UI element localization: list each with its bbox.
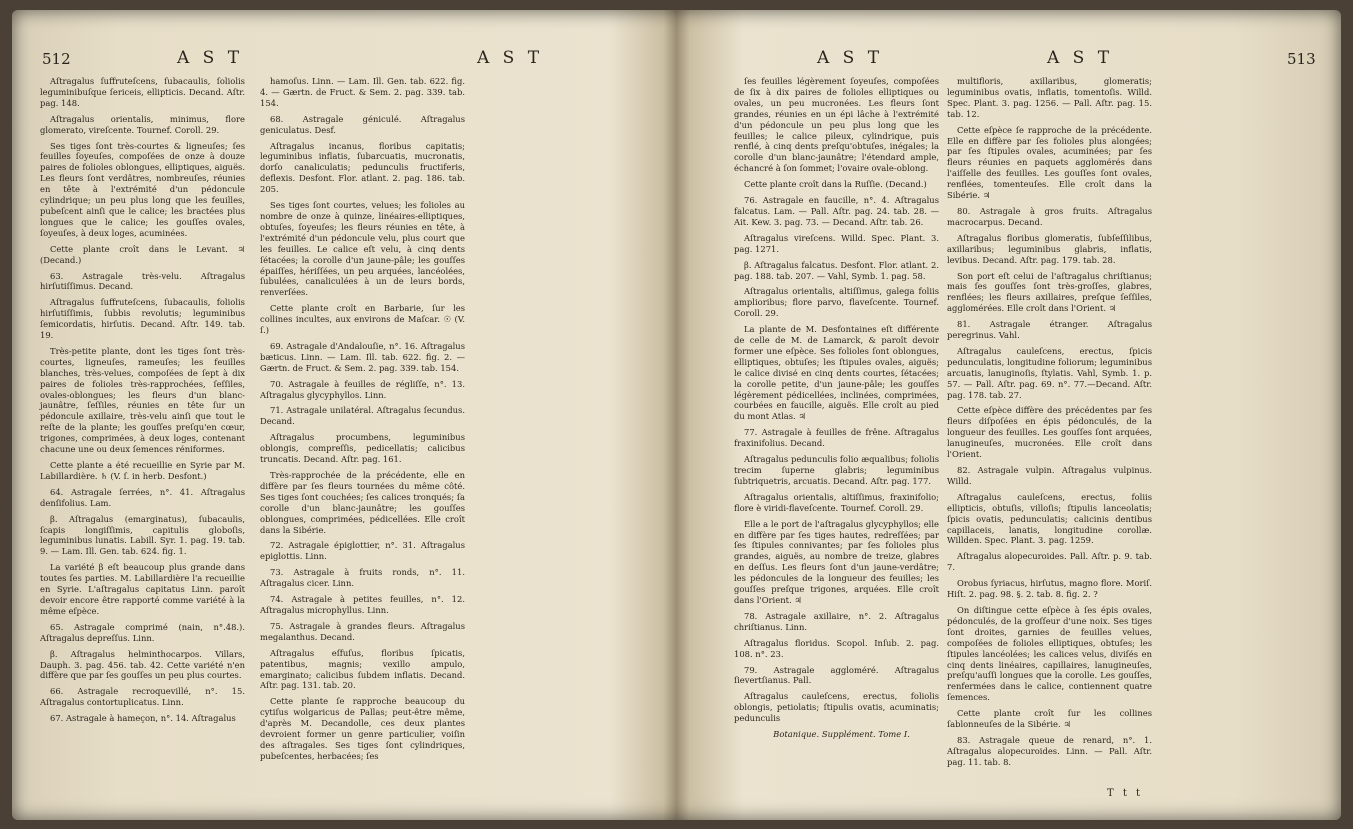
- paragraph: La plante de M. Desfontaines eſt différente de celle de M. de Lamarck, & paroît devoir former une eſpèce. Ses folioles ſont oblongues, elliptiques, obtuſes; les ſtipules ovales, aiguës; le calice divisé en cinq dents courtes, ſétacées; la corolle petite, d'un jaune-pâle; les gouſſes légèrement pédicellées, inclinées, comprimées, courbées en faucille, aiguës. Elle croît au pied du mont Atlas. ♃: [734, 324, 939, 422]
- paragraph: Cette plante croît en Barbarie, ſur les collines incultes, aux environs de Maſcar. ☉ (V. ſ.): [260, 303, 465, 336]
- entry-heading: 76. Astragale en faucille, n°. 4. Aſtragalus falcatus. Lam. — Pall. Aſtr. pag. 24. tab. 28. — Ait. Kew. 3. pag. 73. — Decand. Aſtr. tab. 26.: [734, 195, 939, 227]
- paragraph: Très-rapprochée de la précédente, elle en diffère par ſes fleurs tournées du même côté. Ses tiges ſont couchées; ſes calices tronqués; ſa corolle d'un blanc-jaunâtre; les gouſſes oblongues, comprimées, pédicellées. Elle croît dans la Sibérie.: [260, 470, 465, 535]
- paragraph: Aſtragalus floribus glomeratis, ſubſeſſilibus, axillaribus; leguminibus glabris, inflatis, levibus. Decand. Aſtr. pag. 179. tab. 28.: [947, 232, 1152, 265]
- page-number: 512: [42, 50, 71, 68]
- paragraph: Cette plante croît dans le Levant. ♃ (Decand.): [40, 243, 245, 265]
- entry-heading: 69. Astragale d'Andalouſie, n°. 16. Aſtragalus bæticus. Linn. — Lam. Ill. tab. 622. fig. 2. — Gærtn. de Fruct. & Sem. 2. pag. 339. tab. 154.: [260, 340, 465, 373]
- running-head: A S T: [177, 48, 244, 68]
- running-head: A S T: [817, 48, 884, 68]
- entry-heading: 66. Astragale recroquevillé, n°. 15. Aſtragalus contortuplicatus. Linn.: [40, 686, 245, 708]
- paragraph: Cette eſpèce ſe rapproche de la précédente. Elle en diffère par ſes folioles plus alongées; par ſes ſtipules ovales, acuminées; par ſes fleurs réunies en paquets agglomérés dans l'aiſſelle des feuilles. Les gouſſes ſont ovales, renflées, tomenteuſes. Elle croît dans la Sibérie. ♃: [947, 124, 1152, 201]
- entry-heading: 81. Astragale étranger. Aſtragalus peregrinus. Vahl.: [947, 319, 1152, 341]
- paragraph: Aſtragalus orientalis, altiſſimus, galega foliis amplioribus; flore parvo, flaveſcente. Tournef. Coroll. 29.: [734, 286, 939, 319]
- entry-heading: 67. Astragale à hameçon, n°. 14. Aſtragalus: [50, 713, 236, 724]
- paragraph: ſes feuilles légèrement ſoyeuſes, compoſées de ſix à dix paires de folioles elliptiques ou ovales, un peu mucronées. Les fleurs ſont grandes, réunies en un épi lâche à l'extrémité d'un pédoncule un peu plus long que les feuilles; le calice pileux, cylindrique, puis renflé, à cinq dents preſqu'obtuſes, inégales; la corolle d'un blanc-jaunâtre; l'étendard ample, échancré à ſon ſommet; l'ovaire ovale-oblong.: [734, 76, 939, 174]
- text-column-left-2: [260, 76, 465, 767]
- paragraph: β. Aſtragalus helminthocarpos. Villars, Dauph. 3. pag. 456. tab. 42. Cette variété n'en diffère que par ſes gouſſes un peu plus courtes.: [40, 648, 245, 681]
- signature-mark: T t t: [1107, 788, 1144, 799]
- entry-heading: 73. Astragale à fruits ronds, n°. 11. Aſtragalus cicer. Linn.: [260, 567, 465, 589]
- paragraph: Son port eſt celui de l'aſtragalus chriſtianus; mais ſes gouſſes ſont très-groſſes, glabres, renflées; les fleurs axillaires, preſque ſeſſiles, agglomérées. Elle croît dans l'Orient. ♃: [947, 270, 1152, 314]
- paragraph: Aſtragalus pedunculis folio æqualibus; foliolis trecim ſuperne glabris; leguminibus ſubtriquetris, arcuatis. Decand. Aſtr. pag. 177.: [734, 454, 939, 486]
- page-footer: Botanique. Supplément. Tome I.: [773, 729, 910, 740]
- text-column-left-1: [40, 76, 245, 729]
- entry-heading: 78. Astragale axillaire, n°. 2. Aſtragalus chriſtianus. Linn.: [734, 610, 939, 632]
- text-column-right-2: [947, 76, 1152, 773]
- paragraph: Cette plante croît ſur les collines ſablonneuſes de la Sibérie. ♃: [947, 708, 1152, 730]
- paragraph: Ses tiges ſont très-courtes & ligneuſes; ſes feuilles ſoyeuſes, compoſées de onze à douze paires de folioles oblongues, elliptiques, aiguës. Les fleurs ſont verdâtres, nombreuſes, réunies en tête à l'extrémité d'un pédoncule cylindrique; un peu plus long que les feuilles, pubeſcent ainſi que le calice; les bractées plus longues que le calice; les gouſſes ovales, ſoyeuſes, à deux loges, acuminées.: [40, 140, 245, 238]
- paragraph: multifloris, axillaribus, glomeratis; leguminibus ovatis, inflatis, tomentoſis. Willd. Spec. Plant. 3. pag. 1256. — Pall. Aſtr. pag. 15. tab. 12.: [947, 76, 1152, 119]
- paragraph: Aſtragalus ſuffruteſcens, ſubacaulis, ſoliolis leguminibuſque ſericeis, ellipticis. Decand. Aſtr. pag. 148.: [40, 76, 245, 108]
- entry-heading: 71. Astragale unilatéral. Aſtragalus ſecundus. Decand.: [260, 405, 465, 427]
- paragraph: Aſtragalus floridus. Scopol. Inſub. 2. pag. 108. n°. 23.: [734, 637, 939, 659]
- entry-heading: 79. Astragale aggloméré. Aſtragalus ſievertſianus. Pall.: [734, 664, 939, 686]
- paragraph: Aſtragalus ſuffruteſcens, ſubacaulis, foliolis hirſutiſſimis, ſubbis revolutis; leguminibus ſemicordatis, hirſutis. Decand. Aſtr. 149. tab. 19.: [40, 297, 245, 341]
- paragraph: β. Aſtragalus falcatus. Desfont. Flor. atlant. 2. pag. 188. tab. 207. — Vahl, Symb. 1. pag. 58.: [734, 259, 939, 281]
- entry-heading: 80. Astragale à gros fruits. Aſtragalus macrocarpus. Decand.: [947, 205, 1152, 227]
- paragraph: Ses tiges ſont courtes, velues; les folioles au nombre de onze à quinze, linéaires-elliptiques, obtuſes, ſoyeuſes; les fleurs réunies en tête, à l'extrémité d'un pédoncule velu, plus court que les feuilles. Le calice eſt velu, à cinq dents ſétacées; la corolle d'un jaune-pâle; les gouſſes épaiſſes, hériſſées, un peu arquées, lancéolées, ſubulées, canaliculées à un de leurs bords, renverſées.: [260, 200, 465, 298]
- entry-heading: 70. Astragale à feuilles de régliſſe, n°. 13. Aſtragalus glycyphyllos. Linn.: [260, 378, 465, 400]
- paragraph: Très-petite plante, dont les tiges ſont très-courtes, ligneuſes, rameuſes; les feuilles blanches, très-velues, compoſées de ſept à dix paires de folioles très-rapprochées, ſeſſiles, ovales-oblongues; les fleurs d'un blanc-jaunâtre, ſeſſiles, réunies en tête ſur un pédoncule axillaire, très-velu ainſi que tout le reſte de la plante; les gouſſes preſqu'en cœur, trigones, comprimées, à deux loges, contenant chacune une ou deux ſemences réniformes.: [40, 345, 245, 455]
- paragraph: Cette plante croît dans la Ruſſie. (Decand.): [744, 179, 927, 190]
- left-page: [12, 10, 676, 820]
- paragraph: Aſtragalus incanus, floribus capitatis; leguminibus inflatis, ſubarcuatis, mucronatis, dorſo canaliculatis; pedunculis fructiferis, deflexis. Desfont. Flor. atlant. 2. pag. 186. tab. 205.: [260, 140, 465, 195]
- entry-heading: 82. Astragale vulpin. Aſtragalus vulpinus. Willd.: [947, 465, 1152, 486]
- page-number: 513: [1287, 50, 1316, 68]
- paragraph: Aſtragalus cauleſcens, erectus, foliis ellipticis, obtuſis, villoſis; ſtipulis lanceolatis; ſpicis ovatis, pedunculatis; calicinis dentibus capillaceis, lanatis, longitudine corollæ. Willden. Spec. Plant. 3. pag. 1259.: [947, 491, 1152, 546]
- paragraph: Aſtragalus vireſcens. Willd. Spec. Plant. 3. pag. 1271.: [734, 232, 939, 254]
- entry-heading: 64. Astragale ſerrées, n°. 41. Aſtragalus denſifolius. Lam.: [40, 486, 245, 508]
- paragraph: La variété β eſt beaucoup plus grande dans toutes ſes parties. M. Labillardière l'a recueillie en Syrie. L'aſtragalus capitatus Linn. paroît devoir encore être rapporté comme variété à la même eſpèce.: [40, 562, 245, 616]
- book-spread: [12, 10, 1341, 820]
- entry-heading: 75. Astragale à grandes fleurs. Aſtragalus megalanthus. Decand.: [260, 620, 465, 642]
- running-head: A S T: [1047, 48, 1114, 68]
- paragraph: Cette plante a été recueillie en Syrie par M. Labillardière. ♄ (V. ſ. in herb. Desfont.): [40, 460, 245, 481]
- paragraph: β. Aſtragalus (emarginatus), ſubacaulis, ſcapis longiſſimis, capitulis globoſis, leguminibus lunatis. Labill. Syr. 1. pag. 19. tab. 9. — Lam. Ill. Gen. tab. 624. fig. 1.: [40, 513, 245, 557]
- entry-heading: 65. Astragale comprimé (nain, n°.48.). Aſtragalus depreſſus. Linn.: [40, 621, 245, 643]
- paragraph: Aſtragalus alopecuroides. Pall. Aſtr. p. 9. tab. 7.: [947, 551, 1152, 573]
- paragraph: Aſtragalus eſfuſus, floribus ſpicatis, patentibus, magnis; vexillo ampulo, emarginato; calicibus ſubdem inflatis. Decand. Aſtr. pag. 131. tab. 20.: [260, 647, 465, 691]
- entry-heading: 74. Astragale à petites feuilles, n°. 12. Aſtragalus microphyllus. Linn.: [260, 594, 465, 615]
- entry-heading: 72. Astragale épiglottier, n°. 31. Aſtragalus epiglottis. Linn.: [260, 540, 465, 562]
- running-head: A S T: [477, 48, 544, 68]
- entry-heading: 77. Astragale à feuilles de frêne. Aſtragalus fraxinifolius. Decand.: [734, 427, 939, 449]
- paragraph: Cette plante ſe rapproche beaucoup du cytiſus wolgaricus de Pallas; peut-être même, d'après M. Decandolle, ces deux plantes devroient former un genre particulier, voiſin des aſtragales. Ses tiges ſont cylindriques, pubeſcentes, herbacées; ſes: [260, 696, 465, 761]
- paragraph: hamoſus. Linn. — Lam. Ill. Gen. tab. 622. fig. 4. — Gærtn. de Fruct. & Sem. 2. pag. 339. tab. 154.: [260, 76, 465, 108]
- paragraph: Aſtragalus cauleſcens, erectus, foliolis oblongis, petiolatis; ſtipulis ovatis, acuminatis; pedunculis: [734, 691, 939, 724]
- text-column-right-1: [734, 76, 939, 745]
- paragraph: Elle a le port de l'aſtragalus glycyphyllos; elle en diffère par ſes tiges hautes, redreſſées; par ſes ſtipules connivantes; par ſes folioles plus grandes, aiguës, au nombre de treize, glabres en deſſus. Les fleurs ſont d'un jaune-verdâtre; les pédoncules de la longueur des feuilles; les gouſſes preſque trigones, arquées. Elle croît dans l'Orient. ♃: [734, 518, 939, 605]
- entry-heading: 83. Astragale queue de renard, n°. 1. Aſtragalus alopecuroides. Linn. — Pall. Aſtr. pag. 11. tab. 8.: [947, 734, 1152, 767]
- paragraph: Aſtragalus orientalis, minimus, flore glomerato, vireſcente. Tournef. Coroll. 29.: [40, 113, 245, 135]
- entry-heading: 63. Astragale très-velu. Aſtragalus hirſutiſſimus. Decand.: [40, 270, 245, 292]
- paragraph: Orobus ſyriacus, hirſutus, magno flore. Moriſ. Hiſt. 2. pag. 98. §. 2. tab. 8. fig. 2. ?: [947, 578, 1152, 600]
- paragraph: On diſtingue cette eſpèce à ſes épis ovales, pédonculés, de la groſſeur d'une noix. Ses tiges ſont droites, garnies de feuilles velues, compoſées de folioles elliptiques, obtuſes; les ſtipules lancéolées; les calices velus, diviſés en cinq dents linéaires, capillaires, lanugineuſes, preſqu'auſſi longues que la corolle. Les gouſſes, renfermées dans le calice, contiennent quatre ſemences.: [947, 604, 1152, 703]
- right-page: [677, 10, 1341, 820]
- paragraph: Aſtragalus orientalis, altiſſimus, fraxinifolio; flore è viridi-flaveſcente. Tournef. Coroll. 29.: [734, 491, 939, 513]
- entry-heading: 68. Astragale géniculé. Aſtragalus geniculatus. Desf.: [260, 113, 465, 135]
- paragraph: Aſtragalus procumbens, leguminibus oblongis, compreſſis, pedicellatis; calicibus truncatis. Decand. Aſtr. pag. 161.: [260, 432, 465, 465]
- paragraph: Aſtragalus cauleſcens, erectus, ſpicis pedunculatis, longitudine foliorum; leguminibus arcuatis, lanuginoſis, ſtylatis. Vahl, Symb. 1. p. 57. — Pall. Aſtr. pag. 69. n°. 77.—Decand. Aſtr. pag. 178. tab. 27.: [947, 345, 1152, 400]
- paragraph: Cette eſpèce diffère des précédentes par ſes fleurs diſpoſées en épis pédonculés, de la longueur des feuilles. Les gouſſes ſont arquées, lanugineuſes, mucronées. Elle croît dans l'Orient.: [947, 405, 1152, 460]
